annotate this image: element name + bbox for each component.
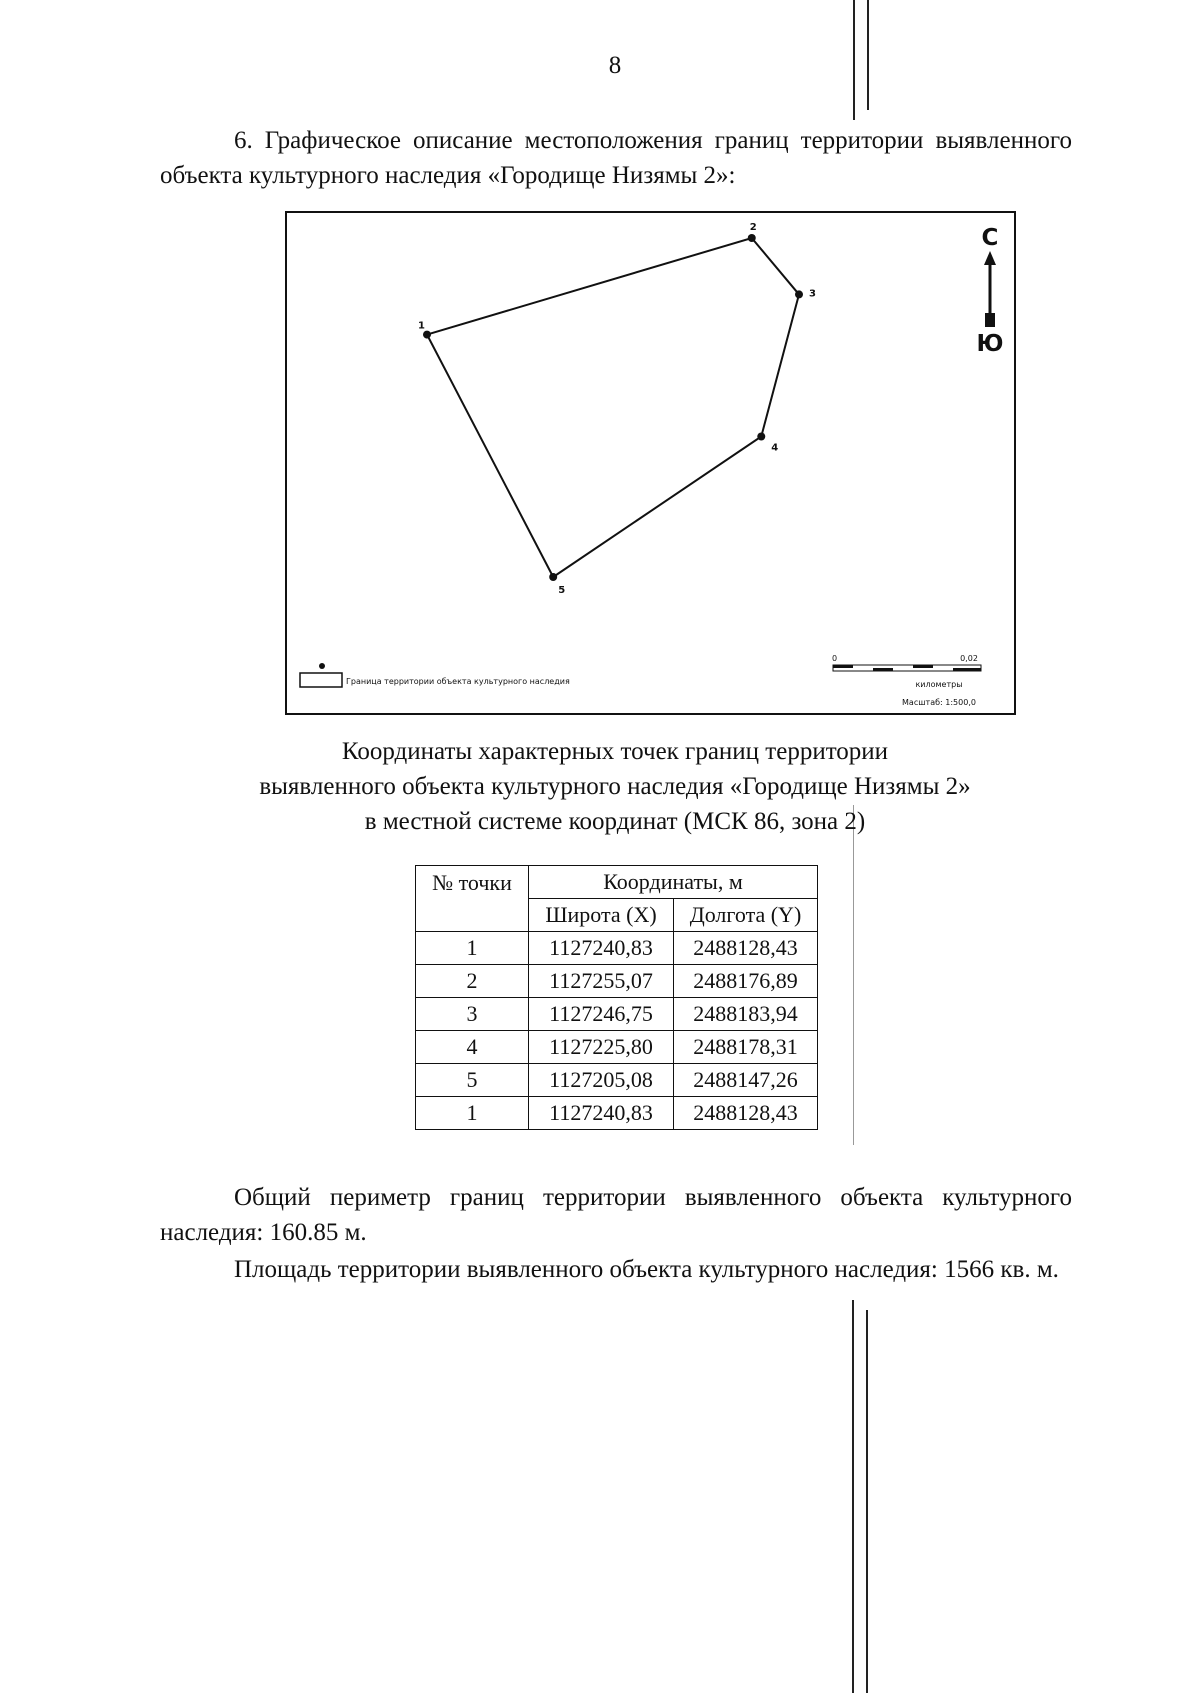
table-row: [416, 1031, 818, 1064]
south-label: Ю: [976, 331, 1004, 357]
cell-longitude: 2488128,43: [674, 1097, 818, 1130]
page-number: 8: [608, 52, 622, 79]
legend-text: Граница территории объекта культурного наследия: [346, 677, 570, 686]
scan-line: [853, 805, 854, 1145]
legend-boundary-swatch: [300, 673, 342, 687]
area-text: Площадь территории выявленного объекта культурного наследия: 1566 кв. м.: [234, 1256, 1059, 1283]
table-body: [416, 932, 818, 1130]
map-legend: [300, 663, 570, 687]
table-row: [416, 1097, 818, 1130]
caption-line-3: в местной системе координат (МСК 86, зона 2): [364, 808, 866, 835]
table-row: [416, 1064, 818, 1097]
cell-latitude: 1127225,80: [529, 1031, 674, 1064]
boundary-point-1: [423, 331, 431, 339]
scale-start-label: 0: [832, 654, 838, 663]
cell-longitude: 2488183,94: [674, 998, 818, 1031]
header-latitude: Широта (X): [529, 899, 674, 932]
scale-units: километры: [915, 680, 963, 689]
boundary-map-svg: [287, 213, 1014, 713]
boundary-point-label: 1: [418, 320, 425, 332]
cell-point-number: 5: [416, 1064, 529, 1097]
cell-latitude: 1127255,07: [529, 965, 674, 998]
boundary-point-label: 4: [771, 442, 779, 454]
cell-longitude: 2488147,26: [674, 1064, 818, 1097]
table-caption: [150, 734, 1080, 839]
cell-latitude: 1127240,83: [529, 1097, 674, 1130]
north-arrow-icon: [977, 225, 1004, 357]
cell-point-number: 1: [416, 1097, 529, 1130]
boundary-point-label: 3: [809, 288, 816, 300]
cell-point-number: 1: [416, 932, 529, 965]
caption-line-2: выявленного объекта культурного наследия «Городище Низямы 2»: [259, 773, 971, 800]
cell-longitude: 2488128,43: [674, 932, 818, 965]
cell-latitude: 1127240,83: [529, 932, 674, 965]
coordinates-table: [415, 865, 818, 1130]
scan-line: [866, 1310, 868, 1693]
table-row: [416, 965, 818, 998]
header-coordinates: Координаты, м: [529, 866, 818, 899]
perimeter-text: Общий периметр границ территории выявленного объекта культурного наследия: 160.85 м.: [160, 1184, 1072, 1246]
boundary-polygon: [427, 238, 799, 577]
cell-point-number: 3: [416, 998, 529, 1031]
scan-line: [852, 1300, 854, 1693]
table-row: [416, 998, 818, 1031]
cell-point-number: 4: [416, 1031, 529, 1064]
boundary-point-3: [795, 290, 803, 298]
table-row: [416, 932, 818, 965]
north-label: С: [981, 225, 999, 251]
boundary-point-label: 2: [749, 222, 757, 233]
cell-longitude: 2488176,89: [674, 965, 818, 998]
header-point-number: № точки: [416, 866, 529, 932]
scale-end-label: 0,02: [960, 654, 978, 663]
boundary-point-2: [748, 234, 756, 242]
section-heading: 6. Графическое описание местоположения границ территории выявленного объекта культурного наследия «Городище Низямы 2»:: [160, 127, 1072, 189]
boundary-point-5: [549, 573, 557, 581]
caption-line-1: Координаты характерных точек границ территории: [341, 738, 889, 765]
scale-bar: [832, 654, 981, 707]
cell-point-number: 2: [416, 965, 529, 998]
scale-ratio: Масштаб: 1:500,0: [902, 698, 976, 707]
boundary-point-label: 5: [558, 585, 566, 596]
cell-longitude: 2488178,31: [674, 1031, 818, 1064]
cell-latitude: 1127205,08: [529, 1064, 674, 1097]
cell-latitude: 1127246,75: [529, 998, 674, 1031]
header-longitude: Долгота (Y): [674, 899, 818, 932]
boundary-map: [285, 211, 1016, 715]
boundary-point-4: [757, 432, 765, 440]
